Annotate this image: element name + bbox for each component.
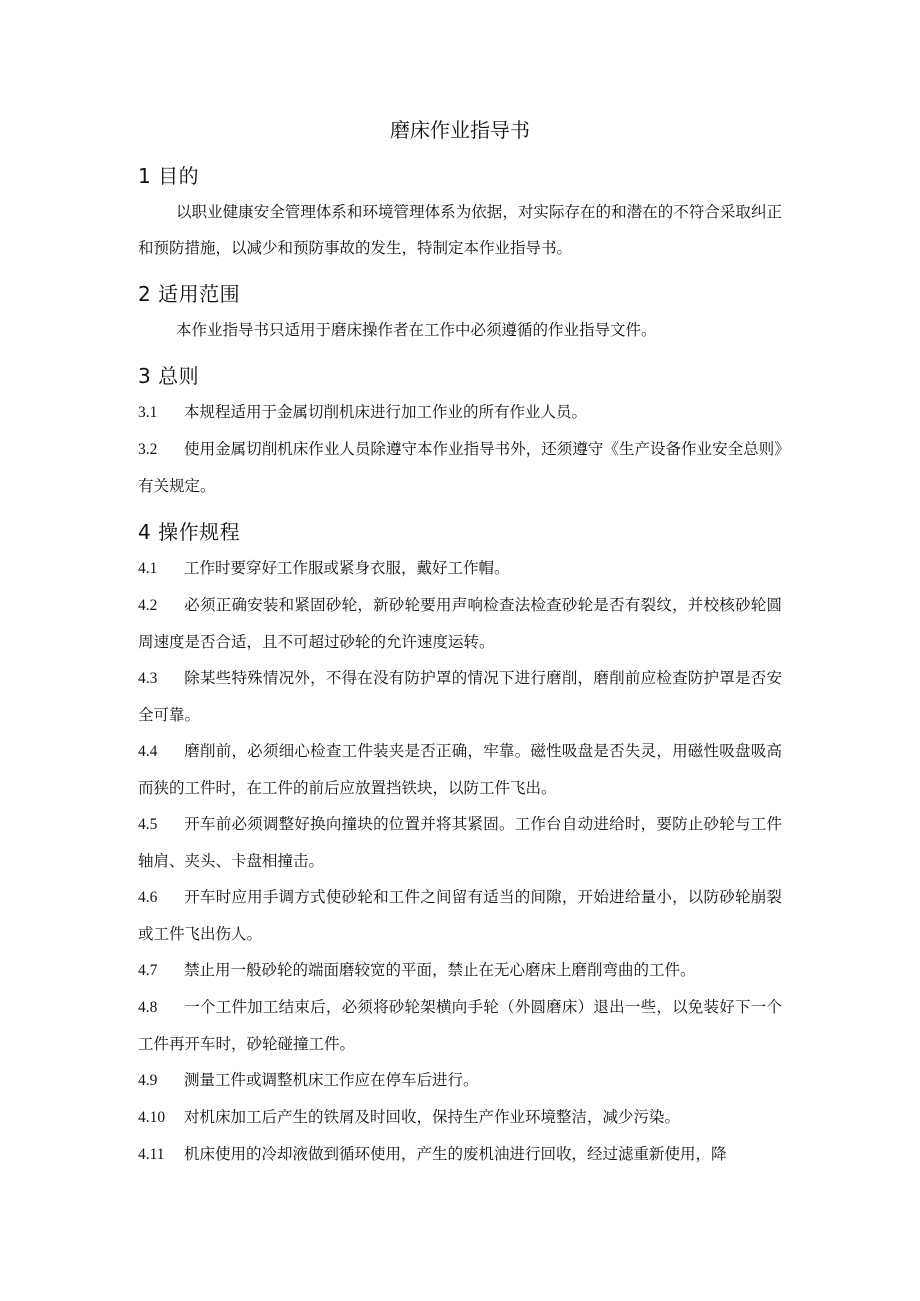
paragraph: 以职业健康安全管理体系和环境管理体系为依据，对实际存在的和潜在的不符合采取纠正和预防措施，以减少和预防事故的发生，特制定本作业指导书。 <box>138 203 782 257</box>
section-purpose <box>138 162 782 266</box>
clause <box>138 1099 782 1136</box>
clause-number: 4.5 <box>138 816 158 833</box>
section-heading: 1 目的 <box>138 164 200 188</box>
clause-number: 4.1 <box>138 560 158 577</box>
clause-number: 3.1 <box>138 404 158 421</box>
clause-number: 4.11 <box>138 1146 165 1163</box>
clause <box>138 1136 782 1173</box>
clause-text: 工作时要穿好工作服或紧身衣服，戴好工作帽。 <box>184 559 510 577</box>
section-scope <box>138 280 782 348</box>
section-procedures <box>138 518 782 1173</box>
clause-number: 4.7 <box>138 962 158 979</box>
clause-text: 使用金属切削机床作业人员除遵守本作业指导书外，还须遵守《生产设备作业安全总则》有关规定。 <box>138 440 782 495</box>
clause <box>138 1062 782 1099</box>
clause <box>138 879 782 952</box>
paragraph: 本作业指导书只适用于磨床操作者在工作中必须遵循的作业指导文件。 <box>176 321 657 339</box>
clause <box>138 550 782 587</box>
clause <box>138 806 782 879</box>
clause-text: 一个工件加工结束后，必须将砂轮架横向手轮（外圆磨床）退出一些，以免装好下一个工件再开车时，砂轮碰撞工件。 <box>138 998 782 1053</box>
section-heading: 2 适用范围 <box>138 282 241 306</box>
clause-text: 开车前必须调整好换向撞块的位置并将其紧固。工作台自动进给时，要防止砂轮与工件轴肩、夹头、卡盘相撞击。 <box>138 815 782 870</box>
section-general <box>138 362 782 504</box>
clause <box>138 733 782 806</box>
clause <box>138 952 782 989</box>
clause-number: 4.6 <box>138 889 158 906</box>
clause <box>138 587 782 660</box>
clause-number: 4.4 <box>138 743 158 760</box>
clause-number: 4.10 <box>138 1109 166 1126</box>
clause-text: 开车时应用手调方式使砂轮和工件之间留有适当的间隙，开始进给量小，以防砂轮崩裂或工件飞出伤人。 <box>138 888 782 943</box>
clause <box>138 660 782 733</box>
clause-number: 4.3 <box>138 670 158 687</box>
clause-text: 测量工件或调整机床工作应在停车后进行。 <box>184 1071 479 1089</box>
clause-text: 必须正确安装和紧固砂轮，新砂轮要用声响检查法检查砂轮是否有裂纹，并校核砂轮圆周速度是否合适，且不可超过砂轮的允许速度运转。 <box>138 596 782 651</box>
section-heading: 4 操作规程 <box>138 520 241 544</box>
document-body <box>138 162 782 1173</box>
clause-number: 4.2 <box>138 597 158 614</box>
clause-number: 4.8 <box>138 999 158 1016</box>
clause <box>138 431 782 504</box>
clause-text: 除某些特殊情况外，不得在没有防护罩的情况下进行磨削，磨削前应检查防护罩是否安全可靠。 <box>138 669 782 724</box>
clause-number: 4.9 <box>138 1072 158 1089</box>
clause <box>138 394 782 431</box>
clause-text: 磨削前，必须细心检查工件装夹是否正确，牢靠。磁性吸盘是否失灵，用磁性吸盘吸高而狭的工件时，在工件的前后应放置挡铁块，以防工件飞出。 <box>138 742 782 797</box>
clause <box>138 989 782 1062</box>
document-title: 磨床作业指导书 <box>390 118 530 142</box>
clause-text: 机床使用的冷却液做到循环使用，产生的废机油进行回收，经过滤重新使用，降 <box>184 1145 727 1163</box>
clause-text: 本规程适用于金属切削机床进行加工作业的所有作业人员。 <box>184 403 588 421</box>
clause-text: 禁止用一般砂轮的端面磨较宽的平面，禁止在无心磨床上磨削弯曲的工件。 <box>184 961 696 979</box>
clause-number: 3.2 <box>138 441 158 458</box>
section-heading: 3 总则 <box>138 364 200 388</box>
clause-text: 对机床加工后产生的铁屑及时回收，保持生产作业环境整洁，减少污染。 <box>184 1108 681 1126</box>
